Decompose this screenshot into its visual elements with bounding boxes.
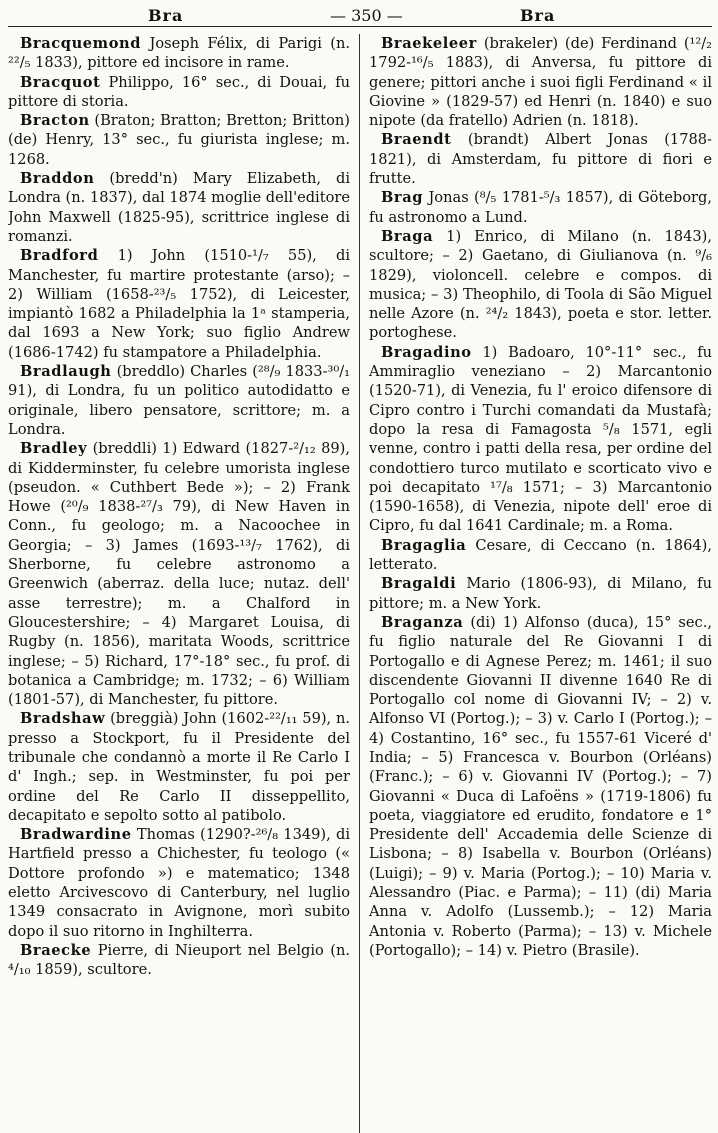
- entry-headword: Bragadino: [381, 343, 472, 361]
- dictionary-entry: [8, 362, 350, 439]
- entry-headword: Bradlaugh: [20, 363, 112, 381]
- entry-headword: Bragaldi: [381, 575, 457, 593]
- entry-text: (breddlo) Charles (²⁸/₉ 1833-³⁰/₁ 91), di Londra, fu un politico autodidatto e originale, libero pensatore, scrittore; m. a Londra.: [8, 363, 350, 438]
- entry-headword: Braddon: [20, 170, 95, 188]
- entry-headword: Bradley: [20, 440, 88, 458]
- entry-text: Philippo, 16° sec., di Douai, fu pittore di storia.: [8, 73, 350, 110]
- columns: [8, 34, 712, 1133]
- entry-text: Mario (1806-93), di Milano, fu pittore; m. a New York.: [369, 575, 712, 612]
- dictionary-entry: [8, 439, 350, 709]
- entry-headword: Braekeleer: [381, 35, 477, 52]
- entry-text: (brakeler) (de) Ferdinand (¹²/₂ 1792-¹⁶/₅ 1883), di Anversa, fu pittore di genere; pittori anche i suoi figli Ferdinand « il Giovine » (1829-57) ed Henri (n. 1840) e suo nipote (da fratello) Adrien (n. 1818).: [369, 35, 712, 130]
- entry-text: Jonas (⁸/₅ 1781-⁵/₃ 1857), di Göteborg, fu astronomo a Lund.: [369, 189, 712, 226]
- page-number: — 350 —: [330, 6, 403, 25]
- dictionary-entry: [369, 343, 712, 536]
- entry-text: (brandt) Albert Jonas (1788-1821), di Amsterdam, fu pittore di fiori e frutte.: [369, 131, 712, 188]
- entry-headword: Braecke: [20, 941, 92, 959]
- entry-headword: Bradford: [20, 247, 99, 265]
- entry-headword: Brag: [381, 189, 424, 207]
- entry-text: (breddli) 1) Edward (1827-²/₁₂ 89), di Kidderminster, fu celebre umorista inglese (pseudon. « Cuthbert Bede »); – 2) Frank Howe (²⁰/₉ 1838-²⁷/₃ 79), di New Haven in Conn., fu geologo; m. a Nacoochee in Georgia; – 3) James (1693-¹³/₇ 1762), di Sherborne, fu celebre astronomo a Greenwich (aberraz. della luce; nutaz. dell' asse terrestre); m. a Chalford in Gloucestershire; – 4) Margaret Louisa, di Rugby (n. 1856), maritata Woods, scrittrice inglese; – 5) Richard, 17°-18° sec., fu prof. di botanica a Cambridge; m. 1732; – 6) William (1801-57), di Manchester, fu pittore.: [8, 440, 350, 709]
- entry-headword: Braga: [381, 227, 434, 245]
- entry-headword: Braendt: [381, 131, 452, 149]
- entry-text: Thomas (1290?-²⁶/₈ 1349), di Hartfield presso a Chichester, fu teologo (« Dottore profondo ») e matematico; 1348 eletto Arcivescovo di Canterbury, nel luglio 1349 consacrato in Avignone, morì subito dopo il suo ritorno in Inghilterra.: [8, 826, 350, 940]
- dictionary-entry: [369, 34, 712, 130]
- entry-text: (bredd'n) Mary Elizabeth, di Londra (n. 1837), dal 1874 moglie dell'editore John Maxwell (1825-95), scrittrice inglese di romanzi.: [8, 170, 350, 245]
- entry-text: Pierre, di Nieuport nel Belgio (n. ⁴/₁₀ 1859), scultore.: [8, 941, 350, 979]
- dictionary-entry: [8, 111, 350, 169]
- dictionary-entry: [369, 574, 712, 613]
- dictionary-entry: [8, 709, 350, 825]
- dictionary-entry: [8, 34, 350, 73]
- entry-text: 1) John (1510-¹/₇ 55), di Manchester, fu martire protestante (arso); – 2) William (1658-²³/₅ 1752), di Leicester, impiantò 1682 a Philadelphia la 1ᵃ stamperia, dal 1693 a New York; suo figlio Andrew (1686-1742) fu stampatore a Philadelphia.: [8, 247, 350, 361]
- entry-text: Joseph Félix, di Parigi (n. ²²/₅ 1833), pittore ed incisore in rame.: [8, 35, 350, 72]
- dictionary-entry: [369, 227, 712, 343]
- entry-text: 1) Badoaro, 10°-11° sec., fu Ammiraglio veneziano – 2) Marcantonio (1520-71), di Venezia, fu l' eroico difensore di Cipro contro i Turchi comandati da Mustafà; dopo la resa di Famagosta ⁵/₈ 1571, egli venne, contro i patti della resa, per ordine del condottiero turco mutilato e scorticato vivo e poi decapitato ¹⁷/₈ 1571; – 3) Marcantonio (1590-1658), di Venezia, nipote dell' eroe di Cipro, fu dal 1641 Cardinale; m. a Roma.: [369, 343, 712, 535]
- dictionary-entry: [369, 536, 712, 575]
- dictionary-entry: [8, 169, 350, 246]
- entry-headword: Braganza: [381, 613, 464, 631]
- entry-headword: Bradwardine: [20, 826, 132, 844]
- dictionary-entry: [369, 613, 712, 960]
- dictionary-entry: [369, 130, 712, 188]
- entry-text: (breggià) John (1602-²²/₁₁ 59), n. presso a Stockport, fu il Presidente del tribunale che condannò a morte il Re Carlo I d' Ingh.; sep. in Westminster, fu poi per ordine del Re Carlo II disseppellito, decapitato e sepolto sotto al patibolo.: [8, 710, 350, 824]
- entry-text: (di) 1) Alfonso (duca), 15° sec., fu figlio naturale del Re Giovanni I di Portogallo e di Agnese Perez; m. 1461; il suo discendente Giovanni II divenne 1640 Re di Portogallo col nome di Giovanni IV; – 2) v. Alfonso VI (Portog.); – 3) v. Carlo I (Portog.); – 4) Costantino, 16° sec., fu 1557-61 Viceré d' India; – 5) Francesca v. Bourbon (Orléans) (Franc.); – 6) v. Giovanni IV (Portog.); – 7) Giovanni « Duca di Lafoëns » (1719-1806) fu poeta, viaggiatore ed erudito, fondatore e 1° Presidente dell' Accademia delle Scienze di Lisbona; – 8) Isabella v. Bourbon (Orléans) (Luigi); – 9) v. Maria (Portog.); – 10) Maria v. Alessandro (Piac. e Parma); – 11) (di) Maria Anna v. Adolfo (Lussemb.); – 12) Maria Antonia v. Roberto (Parma); – 13) v. Michele (Portogallo); – 14) v. Pietro (Brasile).: [369, 613, 712, 959]
- dictionary-entry: [8, 825, 350, 941]
- left-column: [8, 34, 360, 1133]
- dictionary-entry: [8, 246, 350, 362]
- entry-headword: Bracquot: [20, 73, 101, 91]
- entry-text: 1) Enrico, di Milano (n. 1843), scultore; – 2) Gaetano, di Giulianova (n. ⁹/₆ 1829), violoncell. celebre e compos. di musica; – 3) Theophilo, di Toola di São Miguel nelle Azore (n. ²⁴/₂ 1843), poeta e stor. letter. portoghese.: [369, 227, 712, 342]
- entry-headword: Bracton: [20, 112, 90, 130]
- header-left-guideword: Bra: [148, 6, 184, 25]
- entry-headword: Bracquemond: [20, 35, 142, 52]
- header-right-guideword: Bra: [520, 6, 556, 25]
- page-header: [8, 4, 712, 26]
- dictionary-entry: [8, 941, 350, 980]
- entry-text: Cesare, di Ceccano (n. 1864), letterato.: [369, 536, 712, 574]
- entry-text: (Braton; Bratton; Bretton; Britton) (de) Henry, 13° sec., fu giurista inglese; m. 1268.: [8, 112, 350, 168]
- dictionary-entry: [8, 73, 350, 112]
- dictionary-entry: [369, 188, 712, 227]
- right-column: [360, 34, 712, 1133]
- entry-headword: Bragaglia: [381, 536, 467, 554]
- entry-headword: Bradshaw: [20, 710, 106, 728]
- header-rule: [8, 26, 712, 27]
